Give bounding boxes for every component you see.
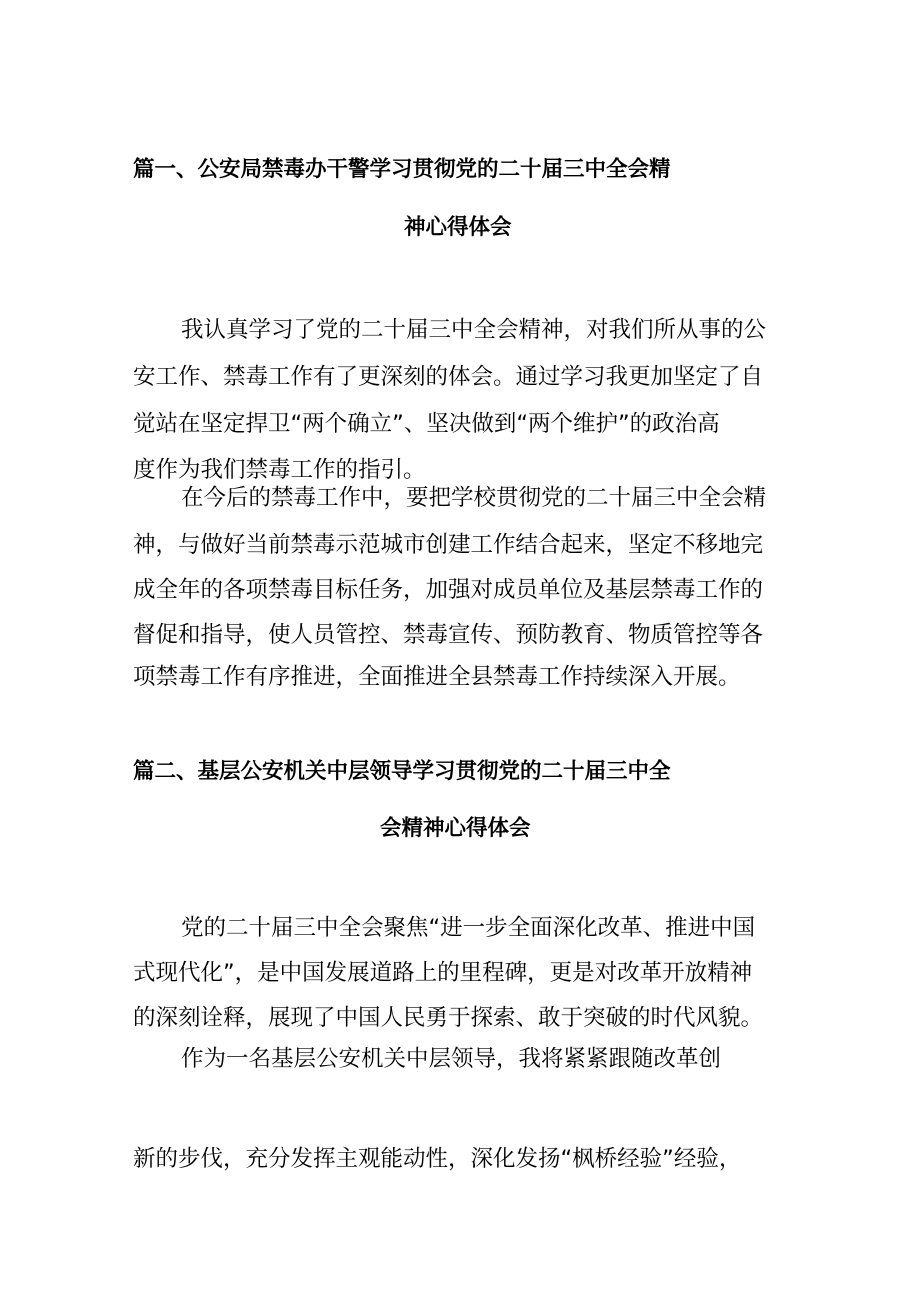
section-2-para-2-line-2: 新的步伐，充分发挥主观能动性，深化发扬“枫桥经验”经验， <box>133 1146 742 1172</box>
section-1-para-1-line-1: 我认真学习了党的二十届三中全会精神，对我们所从事的公 <box>181 317 767 343</box>
section-1-para-2-line-2: 神，与做好当前禁毒示范城市创建工作结合起来，坚定不移地完 <box>133 532 764 558</box>
section-1-para-2-line-4: 督促和指导，使人员管控、禁毒宣传、预防教育、物质管控等各 <box>133 622 764 648</box>
section-1-heading-line-1: 篇一、公安局禁毒办干警学习贯彻党的二十届三中全会精 <box>133 157 671 182</box>
section-1-para-1-line-3: 觉站在坚定捍卫“两个确立”、坚决做到“两个维护”的政治高 <box>133 411 720 437</box>
section-1-heading-line-2: 神心得体会 <box>404 215 512 240</box>
section-1-para-2-line-1: 在今后的禁毒工作中，要把学校贯彻党的二十届三中全会精 <box>181 485 767 511</box>
section-2-para-1-line-2: 式现代化”，是中国发展道路上的里程碑，更是对改革开放精神 <box>133 960 753 986</box>
section-2-para-1-line-1: 党的二十届三中全会聚焦“进一步全面深化改革、推进中国 <box>181 915 756 941</box>
section-2-heading-line-2: 会精神心得体会 <box>380 816 531 841</box>
section-2-para-2-line-1: 作为一名基层公安机关中层领导，我将紧紧跟随改革创 <box>181 1046 722 1072</box>
section-2-heading-line-1: 篇二、基层公安机关中层领导学习贯彻党的二十届三中全 <box>133 759 671 784</box>
section-1-para-1-line-4: 度作为我们禁毒工作的指引。 <box>133 457 426 483</box>
section-1-para-2-line-3: 成全年的各项禁毒目标任务，加强对成员单位及基层禁毒工作的 <box>133 577 764 603</box>
section-2-para-1-line-3: 的深刻诠释，展现了中国人民勇于探索、敢于突破的时代风貌。 <box>133 1005 764 1031</box>
section-1-para-2-line-5: 项禁毒工作有序推进，全面推进全县禁毒工作持续深入开展。 <box>133 664 741 690</box>
section-1-para-1-line-2: 安工作、禁毒工作有了更深刻的体会。通过学习我更加坚定了自 <box>133 364 764 390</box>
